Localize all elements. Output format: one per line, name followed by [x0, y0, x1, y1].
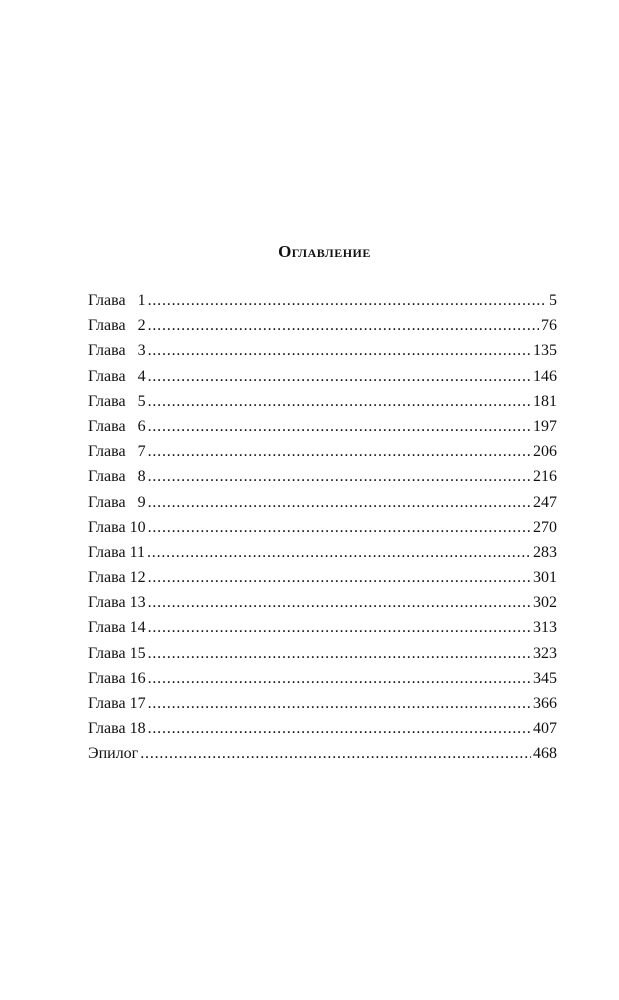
- toc-entry-page-number: 135: [533, 342, 557, 360]
- toc-entry-label: Глава 14: [88, 619, 146, 637]
- toc-dot-leader: [148, 414, 531, 439]
- toc-dot-leader: [148, 490, 531, 515]
- toc-entry-label: Глава 5: [88, 392, 146, 410]
- toc-entry-label: Глава 11: [88, 543, 145, 561]
- toc-dot-leader: [148, 666, 531, 691]
- toc-entry-page-number: 301: [533, 569, 557, 587]
- table-of-contents: [88, 288, 557, 767]
- toc-dot-leader: [148, 691, 531, 716]
- toc-entry: [88, 464, 557, 489]
- toc-entry-page-number: 76: [541, 317, 557, 335]
- toc-dot-leader: [148, 364, 531, 389]
- toc-entry-label: Глава 10: [88, 518, 146, 536]
- toc-dot-leader: [147, 540, 531, 565]
- toc-entry-page-number: 206: [533, 443, 557, 461]
- toc-dot-leader: [140, 741, 531, 766]
- toc-entry-page-number: 216: [533, 468, 557, 486]
- toc-entry: [88, 540, 557, 565]
- toc-dot-leader: [148, 515, 531, 540]
- toc-entry: [88, 389, 557, 414]
- toc-entry-page-number: 283: [533, 543, 557, 561]
- toc-dot-leader: [148, 313, 539, 338]
- toc-dot-leader: [148, 641, 531, 666]
- toc-entry: [88, 439, 557, 464]
- toc-entry-label: Глава 18: [88, 720, 146, 738]
- toc-dot-leader: [148, 288, 547, 313]
- toc-entry-label: Эпилог: [88, 745, 139, 763]
- toc-dot-leader: [148, 615, 531, 640]
- toc-entry: [88, 641, 557, 666]
- toc-entry-label: Глава 9: [88, 493, 146, 511]
- toc-entry: [88, 288, 557, 313]
- toc-entry-label: Глава 4: [88, 367, 146, 385]
- toc-dot-leader: [148, 565, 531, 590]
- toc-entry: [88, 338, 557, 363]
- toc-entry-page-number: 313: [533, 619, 557, 637]
- toc-entry-label: Глава 7: [88, 443, 146, 461]
- toc-entry-page-number: 5: [549, 292, 557, 309]
- toc-entry-label: Глава 16: [88, 669, 146, 687]
- toc-entry: [88, 515, 557, 540]
- toc-entry-label: Глава 2: [88, 317, 146, 335]
- toc-entry-label: Глава 13: [88, 594, 146, 612]
- toc-entry-label: Глава 6: [88, 417, 146, 435]
- toc-dot-leader: [148, 716, 531, 741]
- toc-entry-label: Глава 15: [88, 644, 146, 662]
- toc-entry-page-number: 468: [533, 745, 557, 763]
- toc-entry: [88, 364, 557, 389]
- toc-entry: [88, 490, 557, 515]
- toc-entry-label: Глава 3: [88, 342, 146, 360]
- toc-entry: [88, 666, 557, 691]
- toc-entry-page-number: 181: [533, 392, 557, 410]
- toc-dot-leader: [148, 590, 531, 615]
- toc-entry-label: Глава 8: [88, 468, 146, 486]
- toc-entry: [88, 716, 557, 741]
- toc-entry-page-number: 146: [533, 367, 557, 385]
- toc-entry-label: Глава 1: [88, 292, 146, 309]
- toc-entry-page-number: 302: [533, 594, 557, 612]
- toc-entry: [88, 615, 557, 640]
- page-title: Оглавление: [278, 242, 371, 261]
- toc-dot-leader: [148, 338, 531, 363]
- toc-entry: [88, 414, 557, 439]
- toc-dot-leader: [148, 389, 531, 414]
- toc-entry-page-number: 345: [533, 669, 557, 687]
- toc-entry-page-number: 270: [533, 518, 557, 536]
- toc-dot-leader: [148, 439, 531, 464]
- toc-entry-label: Глава 12: [88, 569, 146, 587]
- toc-entry: [88, 590, 557, 615]
- toc-entry-page-number: 197: [533, 417, 557, 435]
- toc-entry-page-number: 247: [533, 493, 557, 511]
- toc-entry-label: Глава 17: [88, 695, 146, 712]
- toc-dot-leader: [148, 464, 531, 489]
- toc-entry-page-number: 366: [533, 695, 557, 712]
- toc-entry: [88, 565, 557, 590]
- toc-entry-page-number: 407: [533, 720, 557, 738]
- toc-entry-page-number: 323: [533, 644, 557, 662]
- toc-entry: [88, 691, 557, 716]
- toc-entry: [88, 313, 557, 338]
- toc-entry: [88, 741, 557, 766]
